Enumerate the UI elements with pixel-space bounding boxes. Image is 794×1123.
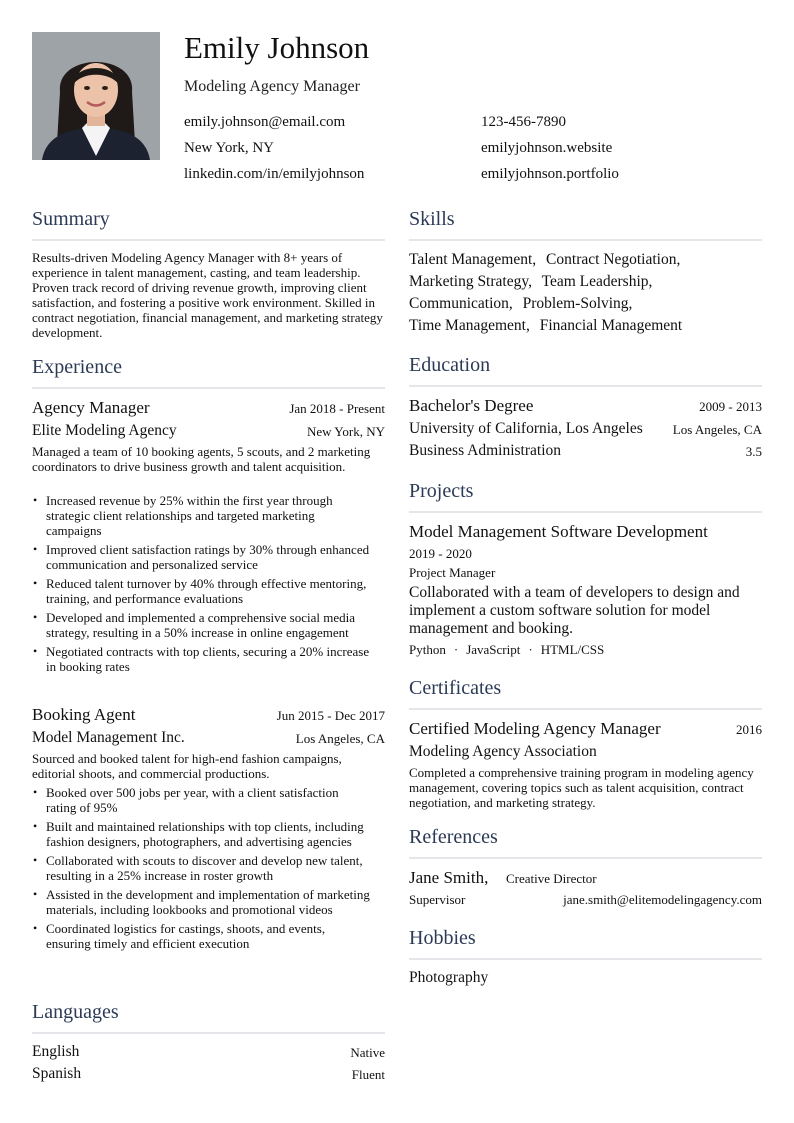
reference-name: Jane Smith, [409, 868, 489, 887]
references-divider [409, 857, 762, 859]
profile-photo [32, 32, 160, 160]
summary-text: Results-driven Modeling Agency Manager with 8+ years of experience in talent management, casting, and team leadership. Proven track record of driving revenue growth, improving client satisfaction, and fostering a positive work environment. Skilled in contract negotiation, financial management, and marketing strategy development. [32, 250, 383, 340]
skill-item: Financial Management [539, 317, 683, 334]
skills-divider [409, 239, 762, 241]
contact-portfolio[interactable]: emilyjohnson.portfolio [481, 166, 619, 182]
job-description: Sourced and booked talent for high-end fashion campaigns, editorial shoots, and commercial productions. [32, 751, 342, 781]
experience-divider [32, 387, 385, 389]
list-item: • Improved client satisfaction ratings by 30% through enhanced communication and personalized service [32, 542, 372, 572]
job-dates: Jan 2018 - Present [289, 401, 385, 416]
summary-divider [32, 239, 385, 241]
education-dates: 2009 - 2013 [699, 399, 762, 414]
certificate-name: Certified Modeling Agency Manager [409, 719, 661, 738]
project-tag: Python [409, 642, 446, 657]
language-level: Native [350, 1045, 385, 1060]
project-name: Model Management Software Development [409, 522, 708, 541]
job-description: Managed a team of 10 booking agents, 5 scouts, and 2 marketing coordinators to drive business growth and talent acquisition. [32, 444, 371, 474]
reference-position: Creative Director [506, 871, 597, 886]
list-item: • Collaborated with scouts to discover and develop new talent, resulting in a 25% increase in roster growth [32, 853, 372, 883]
list-item: • Built and maintained relationships with top clients, including fashion designers, photographers, and advertising agencies [32, 819, 372, 849]
languages-heading: Languages [32, 1001, 119, 1023]
job-position: Booking Agent [32, 705, 136, 724]
job-company: Elite Modeling Agency [32, 422, 177, 439]
certificates-heading: Certificates [409, 677, 502, 699]
list-item: • Developed and implemented a comprehensive social media strategy, resulting in a 50% increase in online engagement [32, 610, 372, 640]
skill-item: Time Management, [409, 317, 530, 334]
hobbies-heading: Hobbies [409, 927, 476, 949]
project-tag: JavaScript [466, 642, 521, 657]
education-divider [409, 385, 762, 387]
projects-heading: Projects [409, 480, 474, 502]
portrait-illustration [32, 32, 160, 160]
job-location: New York, NY [306, 424, 385, 439]
language-name: Spanish [32, 1065, 82, 1082]
list-item: • Negotiated contracts with top clients, securing a 20% increase in booking rates [32, 644, 372, 674]
education-field: Business Administration [409, 442, 561, 459]
education-gpa: 3.5 [745, 444, 762, 459]
contact-linkedin[interactable]: linkedin.com/in/emilyjohnson [184, 166, 365, 182]
project-description: Collaborated with a team of developers to design and implement a custom software solution for model management and booking. [409, 584, 740, 637]
reference-relation: Supervisor [409, 892, 466, 907]
job-company: Model Management Inc. [32, 729, 185, 746]
tag-separator: · [528, 642, 533, 657]
skill-item: Contract Negotiation, [546, 251, 681, 268]
job-position: Agency Manager [32, 398, 150, 417]
certificates-divider [409, 708, 762, 710]
references-heading: References [409, 826, 498, 848]
list-item: • Coordinated logistics for castings, shoots, and events, ensuring timely and efficient execution [32, 921, 372, 951]
contact-location: New York, NY [184, 140, 275, 156]
job-location: Los Angeles, CA [295, 731, 385, 746]
list-item: • Booked over 500 jobs per year, with a client satisfaction rating of 95% [32, 785, 372, 815]
contact-phone[interactable]: 123-456-7890 [481, 114, 566, 130]
education-heading: Education [409, 354, 491, 376]
language-level: Fluent [351, 1067, 385, 1082]
job-bullets [32, 785, 372, 955]
list-item: • Reduced talent turnover by 40% through effective mentoring, training, and performance evaluations [32, 576, 372, 606]
reference-email[interactable]: jane.smith@elitemodelingagency.com [563, 892, 762, 907]
candidate-name: Emily Johnson [184, 30, 370, 65]
job-dates: Jun 2015 - Dec 2017 [276, 708, 385, 723]
project-dates: 2019 - 2020 [409, 546, 472, 561]
certificate-issuer: Modeling Agency Association [409, 743, 597, 760]
contact-email[interactable]: emily.johnson@email.com [184, 114, 346, 130]
projects-divider [409, 511, 762, 513]
hobbies-divider [409, 958, 762, 960]
language-name: English [32, 1043, 80, 1060]
skill-item: Problem-Solving, [522, 295, 633, 312]
skill-item: Team Leadership, [541, 273, 653, 290]
project-role: Project Manager [409, 565, 496, 580]
skills-list [409, 249, 759, 337]
education-school: University of California, Los Angeles [409, 420, 643, 437]
project-tag: HTML/CSS [540, 642, 605, 657]
skills-heading: Skills [409, 208, 455, 230]
languages-divider [32, 1032, 385, 1034]
skill-item: Communication, [409, 295, 513, 312]
certificate-description: Completed a comprehensive training program in modeling agency management, covering topics such as talent acquisition, contract negotiation, and marketing strategy. [409, 765, 754, 810]
skill-item: Marketing Strategy, [409, 273, 532, 290]
skill-item: Talent Management, [409, 251, 537, 268]
tag-separator: · [453, 642, 459, 657]
list-item: • Assisted in the development and implementation of marketing materials, including lookbooks and promotional videos [32, 887, 372, 917]
candidate-role: Modeling Agency Manager [184, 78, 360, 95]
certificate-year: 2016 [736, 722, 762, 737]
hobby-item: Photography [409, 969, 489, 986]
education-degree: Bachelor's Degree [409, 396, 534, 415]
list-item: • Increased revenue by 25% within the first year through strategic client relationships and targeted marketing campaigns [32, 493, 372, 538]
job-bullets [32, 493, 372, 678]
contact-website[interactable]: emilyjohnson.website [481, 140, 613, 156]
summary-heading: Summary [32, 208, 110, 230]
education-location: Los Angeles, CA [672, 422, 762, 437]
experience-heading: Experience [32, 356, 122, 378]
project-tags [409, 642, 604, 658]
